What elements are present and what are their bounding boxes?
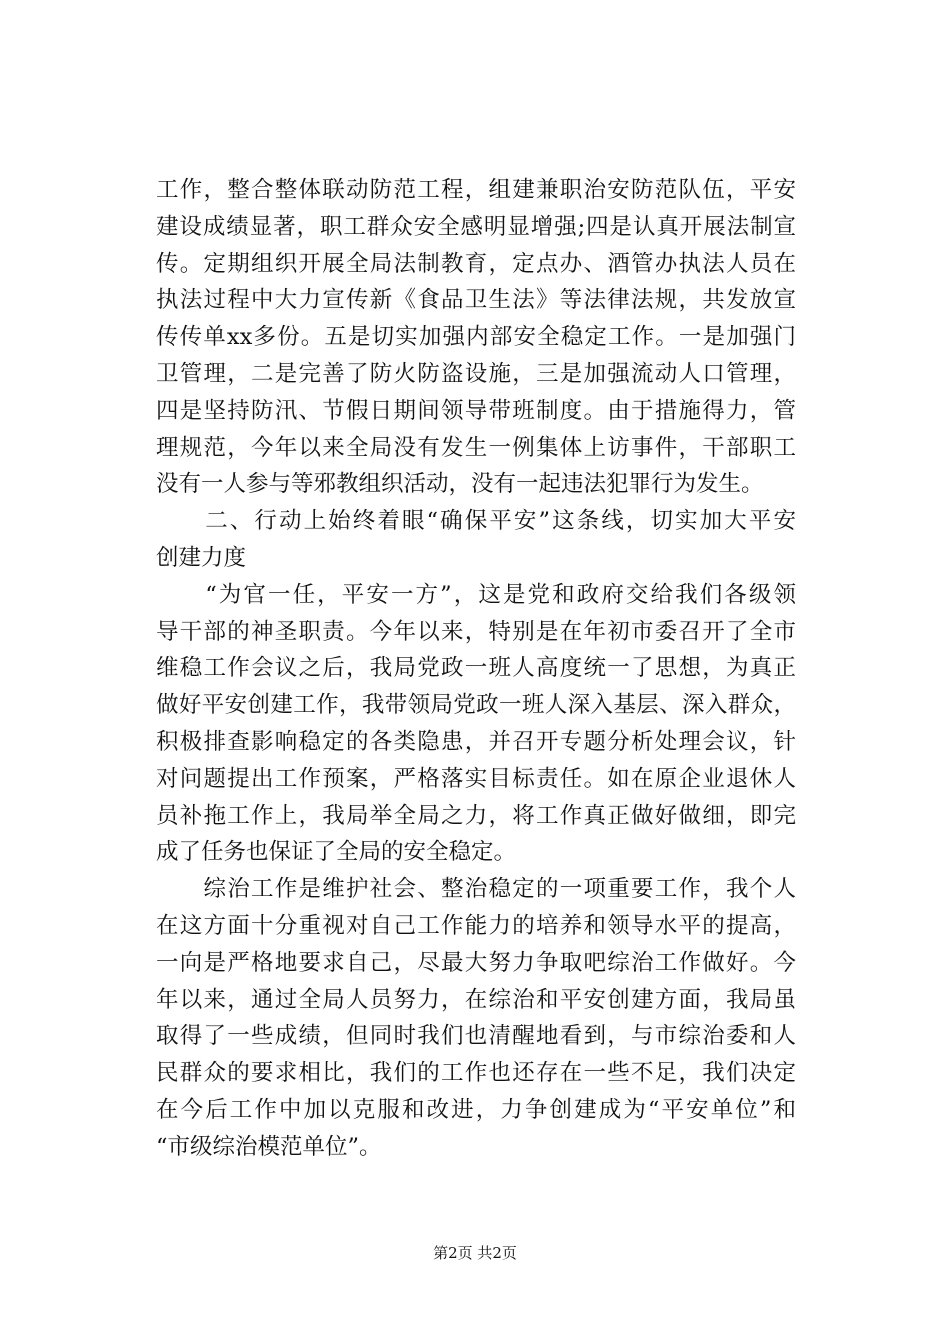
text-line: 工作，整合整体联动防范工程，组建兼职治安防范队伍，平安 [156,177,796,203]
text-line: “市级综治模范单位”。 [156,1133,382,1160]
text-line: 年以来，通过全局人员努力，在综治和平安创建方面，我局虽 [156,986,796,1013]
text-line: 建设成绩显著，职工群众安全感明显增强;四是认真开展法制宣 [156,213,796,240]
text-line: 员补拖工作上，我局举全局之力，将工作真正做好做细，即完 [156,802,796,829]
text-line: 取得了一些成绩，但同时我们也清醒地看到，与市综治委和人 [156,1023,796,1050]
text-line: 执法过程中大力宣传新《食品卫生法》等法律法规，共发放宣 [156,287,796,314]
text-line: 一向是严格地要求自己，尽最大努力争取吧综治工作做好。今 [156,949,796,976]
text-line: 创建力度 [156,544,247,571]
text-line: 对问题提出工作预案，严格落实目标责任。如在原企业退休人 [156,765,796,792]
text-line: 理规范，今年以来全局没有发生一例集体上访事件，干部职工 [156,434,796,461]
text-line: 民群众的要求相比，我们的工作也还存在一些不足，我们决定 [156,1060,796,1087]
text-line: 传。定期组织开展全局法制教育，定点办、酒管办执法人员在 [156,250,796,277]
text-line: 导干部的神圣职责。今年以来，特别是在年初市委召开了全市 [156,618,796,645]
text-line: 四是坚持防汛、节假日期间领导带班制度。由于措施得力，管 [156,397,796,424]
text-line: 卫管理，二是完善了防火防盗设施，三是加强流动人口管理， [156,360,796,387]
text-line: 在今后工作中加以克服和改进，力争创建成为“平安单位”和 [156,1096,796,1123]
text-line: 积极排查影响稳定的各类隐患，并召开专题分析处理会议，针 [156,728,796,755]
text-line: 传传单xx多份。五是切实加强内部安全稳定工作。一是加强门 [156,324,796,351]
document-body [156,172,796,1166]
text-line: 在这方面十分重视对自己工作能力的培养和领导水平的提高， [156,912,796,939]
text-line: 做好平安创建工作，我带领局党政一班人深入基层、深入群众， [156,692,796,719]
text-line: 综治工作是维护社会、整治稳定的一项重要工作，我个人 [156,876,796,903]
text-line: “为官一任，平安一方”，这是党和政府交给我们各级领 [156,581,796,608]
page-footer: 第2页 共2页 [433,1244,517,1262]
text-line: 维稳工作会议之后，我局党政一班人高度统一了思想，为真正 [156,655,796,682]
text-line: 没有一人参与等邪教组织活动，没有一起违法犯罪行为发生。 [156,471,764,498]
text-line: 二、行动上始终着眼“确保平安”这条线，切实加大平安 [156,508,796,535]
text-line: 成了任务也保证了全局的安全稳定。 [156,839,517,866]
